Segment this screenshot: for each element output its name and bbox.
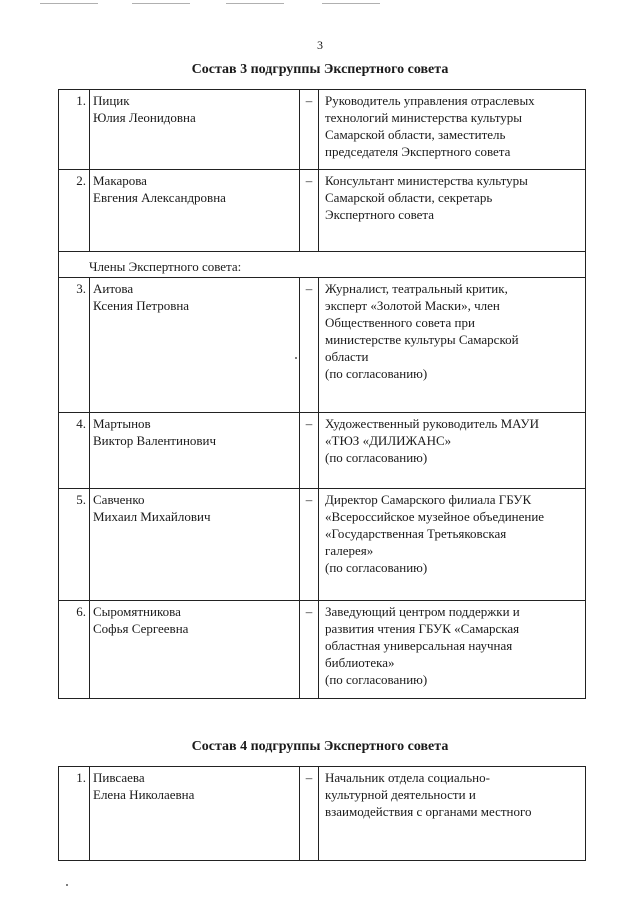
member-name — [90, 601, 300, 699]
position-line: культурной деятельности и — [325, 787, 476, 802]
position-line: области — [325, 349, 369, 364]
member-given-names: Виктор Валентинович — [93, 433, 217, 448]
position-line: «Государственная Третьяковская — [325, 526, 507, 541]
scan-header-marks — [0, 0, 640, 6]
dash-separator: – — [300, 489, 319, 601]
position-line: Экспертного совета — [325, 207, 435, 222]
member-surname: Савченко — [93, 492, 145, 507]
position-line: «ТЮЗ «ДИЛИЖАНС» — [325, 433, 452, 448]
member-surname: Сыромятникова — [93, 604, 181, 619]
dash-separator: – — [300, 767, 319, 861]
position-line: технологий министерства культуры — [325, 110, 523, 125]
dash-separator: – — [300, 90, 319, 170]
row-number: 1. — [59, 767, 90, 861]
member-surname: Аитова — [93, 281, 134, 296]
position-line: Общественного совета при — [325, 315, 475, 330]
members-header: Члены Экспертного совета: — [59, 252, 586, 278]
position-line: министерстве культуры Самарской — [325, 332, 519, 347]
member-given-names: Ксения Петровна — [93, 298, 190, 313]
member-position — [319, 170, 586, 252]
member-given-names: Елена Николаевна — [93, 787, 195, 802]
page-number: 3 — [317, 38, 323, 52]
member-name — [90, 767, 300, 861]
subgroup-4-table — [58, 766, 586, 861]
table-row — [59, 90, 586, 170]
member-surname: Макарова — [93, 173, 147, 188]
scan-speck — [66, 884, 68, 886]
dash-separator: – — [300, 278, 319, 413]
position-line: Самарской области, заместитель — [325, 127, 506, 142]
member-given-names: Софья Сергеевна — [93, 621, 189, 636]
position-line: галерея» — [325, 543, 374, 558]
position-line: Руководитель управления отраслевых — [325, 93, 535, 108]
section-title-subgroup-3: Состав 3 подгруппы Экспертного совета — [191, 62, 449, 77]
scan-speck — [295, 357, 297, 359]
position-line: Консультант министерства культуры — [325, 173, 528, 188]
position-line: Журналист, театральный критик, — [325, 281, 508, 296]
member-surname: Пивсаева — [93, 770, 145, 785]
position-line: эксперт «Золотой Маски», член — [325, 298, 500, 313]
table-row — [59, 489, 586, 601]
position-line: (по согласованию) — [325, 672, 428, 687]
member-name — [90, 90, 300, 170]
position-line: (по согласованию) — [325, 560, 428, 575]
member-name — [90, 413, 300, 489]
section-title-subgroup-4: Состав 4 подгруппы Экспертного совета — [191, 739, 449, 754]
table-row — [59, 278, 586, 413]
row-number: 3. — [59, 278, 90, 413]
position-line: (по согласованию) — [325, 450, 428, 465]
position-line: Директор Самарского филиала ГБУК — [325, 492, 532, 507]
member-given-names: Евгения Александровна — [93, 190, 226, 205]
member-name — [90, 278, 300, 413]
member-position — [319, 90, 586, 170]
table-row — [59, 601, 586, 699]
dash-separator: – — [300, 170, 319, 252]
row-number: 6. — [59, 601, 90, 699]
table-row — [59, 170, 586, 252]
member-name — [90, 489, 300, 601]
position-line: взаимодействия с органами местного — [325, 804, 532, 819]
row-number: 4. — [59, 413, 90, 489]
member-position — [319, 767, 586, 861]
member-position — [319, 489, 586, 601]
dash-separator: – — [300, 601, 319, 699]
member-surname: Пицик — [93, 93, 130, 108]
position-line: развития чтения ГБУК «Самарская — [325, 621, 520, 636]
position-line: (по согласованию) — [325, 366, 428, 381]
member-name — [90, 170, 300, 252]
table-row — [59, 767, 586, 861]
row-number: 1. — [59, 90, 90, 170]
position-line: библиотека» — [325, 655, 395, 670]
position-line: Самарской области, секретарь — [325, 190, 493, 205]
member-surname: Мартынов — [93, 416, 151, 431]
member-given-names: Михаил Михайлович — [93, 509, 211, 524]
row-number: 2. — [59, 170, 90, 252]
member-position — [319, 601, 586, 699]
dash-separator: – — [300, 413, 319, 489]
table-row-members-header — [59, 252, 586, 278]
row-number: 5. — [59, 489, 90, 601]
member-position — [319, 278, 586, 413]
table-row — [59, 413, 586, 489]
position-line: областная универсальная научная — [325, 638, 513, 653]
position-line: «Всероссийское музейное объединение — [325, 509, 545, 524]
position-line: Художественный руководитель МАУИ — [325, 416, 540, 431]
subgroup-3-table — [58, 89, 586, 699]
member-position — [319, 413, 586, 489]
member-given-names: Юлия Леонидовна — [93, 110, 196, 125]
position-line: Начальник отдела социально- — [325, 770, 490, 785]
position-line: Заведующий центром поддержки и — [325, 604, 520, 619]
position-line: председателя Экспертного совета — [325, 144, 511, 159]
